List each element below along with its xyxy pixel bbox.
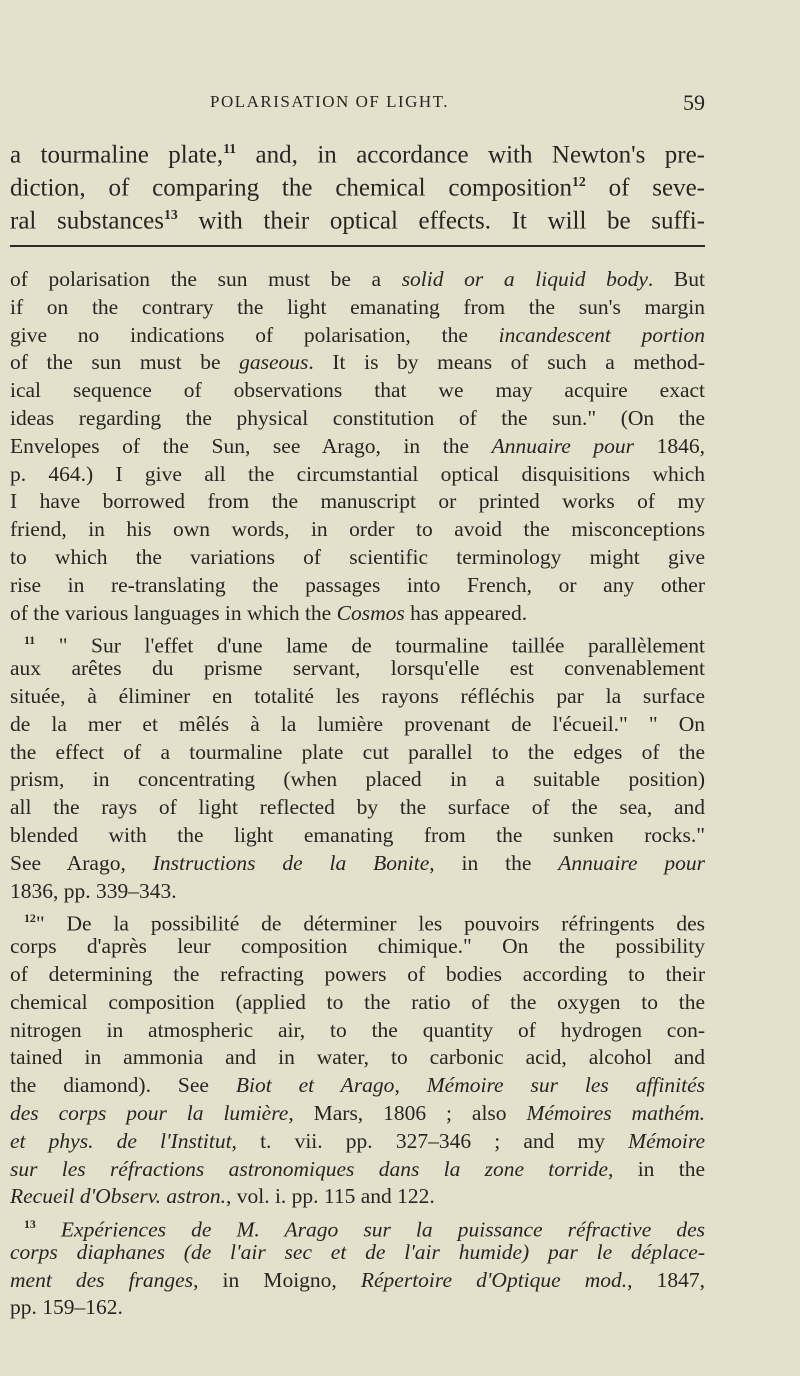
text-line <box>10 461 705 489</box>
text-line <box>10 1072 705 1100</box>
text-run: aux arêtes du prisme servant, lorsqu'elle est convenablement <box>10 656 705 681</box>
text-line <box>10 989 705 1017</box>
text-line <box>10 294 705 322</box>
italic-text: Recueil d'Observ. astron. <box>10 1184 226 1209</box>
text-line <box>10 1017 705 1045</box>
text-run: 1836, pp. 339–343. <box>10 878 177 903</box>
text-run: chemical composition (applied to the ratio of the oxygen to the <box>10 989 705 1014</box>
text-line <box>10 349 705 377</box>
text-run: , Mars, 1806 ; also <box>288 1100 527 1125</box>
footnotes <box>10 266 705 1322</box>
text-run: 1846, <box>634 433 705 458</box>
italic-text: Biot et Arago <box>235 1073 395 1098</box>
text-line <box>10 132 705 169</box>
text-line <box>10 377 705 405</box>
text-line <box>10 1128 705 1156</box>
text-run: with their optical effects. It will be suffi- <box>177 207 705 235</box>
text-line <box>10 739 705 767</box>
text-run: diction, of comparing the chemical composition <box>10 174 572 202</box>
text-run: if on the contrary the light emanating from the sun's margin <box>10 294 705 319</box>
text-run: of the various languages in which the <box>10 600 337 625</box>
footnote-marker: 11 <box>223 141 237 156</box>
text-run: the diamond). See <box>10 1073 236 1098</box>
text-run: " Sur l'effet d'une lame de tourmaline taillée parallèlement <box>35 633 705 658</box>
text-line <box>10 711 705 739</box>
text-run: située, à éliminer en totalité les rayons réfléchis par la surface <box>10 683 705 708</box>
text-run: give no indications of polarisation, the <box>10 322 499 347</box>
italic-text: et phys. de l'Institut <box>10 1128 232 1153</box>
footnote-marker: 13 <box>163 207 178 222</box>
text-run: all the rays of light reflected by the surface of the sea, and <box>10 795 705 820</box>
text-line <box>10 544 705 572</box>
text-run: and, in accordance with Newton's pre- <box>236 141 705 169</box>
text-run: " De la possibilité de déterminer les pouvoirs réfringents des <box>35 911 705 936</box>
text-run: . It is by means of such a method- <box>308 350 705 375</box>
italic-text: ment des franges <box>10 1267 194 1292</box>
text-line <box>10 878 705 906</box>
text-line <box>10 516 705 544</box>
italic-text: incandescent portion <box>498 322 705 347</box>
text-run: Envelopes of the Sun, see Arago, in the <box>10 433 492 458</box>
text-run: prism, in concentrating (when placed in a suitable position) <box>10 767 705 792</box>
text-line <box>10 1156 705 1184</box>
text-run: of polarisation the sun must be a <box>10 267 402 291</box>
italic-text: Mémoires mathém. <box>526 1100 705 1125</box>
text-run: pp. 159–162. <box>10 1295 123 1320</box>
text-run: has appeared. <box>404 600 528 625</box>
text-run: rise in re-translating the passages into French, or any other <box>10 572 705 597</box>
text-line <box>10 683 705 711</box>
text-run: , vol. i. pp. 115 and 122. <box>225 1184 435 1209</box>
italic-text: solid or a liquid body <box>401 267 648 291</box>
text-run: ideas regarding the physical constitution of the sun." (On the <box>10 405 705 430</box>
text-line <box>10 1267 705 1295</box>
text-run: of seve- <box>585 174 706 202</box>
text-line <box>10 1183 705 1211</box>
text-run: blended with the light emanating from the sunken rocks." <box>10 822 705 847</box>
footnote-marker: 13 <box>24 1217 36 1232</box>
text-line <box>10 627 705 658</box>
italic-text: Répertoire d'Optique mod. <box>360 1267 628 1292</box>
text-line <box>10 1044 705 1072</box>
text-line <box>10 1239 705 1267</box>
italic-text: Instructions de la Bonite <box>152 850 430 875</box>
text-line <box>10 405 705 433</box>
text-run: of the sun must be <box>10 350 240 375</box>
text-run: to which the variations of scientific terminology might give <box>10 544 705 569</box>
text-run: , in the <box>429 850 559 875</box>
text-run: , in Moigno, <box>193 1267 361 1292</box>
text-run: corps d'après leur composition chimique." On the possibility <box>10 934 705 959</box>
italic-text: gaseous <box>239 350 309 375</box>
text-run: nitrogen in atmospheric air, to the quantity of hydrogen con- <box>10 1017 705 1042</box>
running-title: POLARISATION OF LIGHT. <box>210 92 450 111</box>
text-line <box>10 198 705 235</box>
text-line <box>10 961 705 989</box>
text-run: the effect of a tourmaline plate cut parallel to the edges of the <box>10 739 705 764</box>
text-line <box>10 1294 705 1322</box>
text-line <box>10 572 705 600</box>
text-run: ical sequence of observations that we may acquire exact <box>10 378 705 403</box>
text-run <box>36 1217 61 1241</box>
text-run: , in the <box>608 1156 705 1181</box>
footnote-marker: 12 <box>572 174 586 189</box>
text-line <box>10 850 705 878</box>
italic-text: Expériences de M. Arago sur la puissance réfractive des <box>60 1217 705 1242</box>
footnote-marker: 12 <box>24 911 36 926</box>
text-line <box>10 794 705 822</box>
text-run: ral substances <box>10 207 164 235</box>
page-header <box>10 90 705 120</box>
italic-text: Cosmos <box>336 600 405 625</box>
page-number: 59 <box>683 90 705 115</box>
text-run: . But <box>647 267 705 291</box>
text-line <box>10 488 705 516</box>
text-run: , 1847, <box>627 1267 705 1292</box>
text-line <box>10 766 705 794</box>
text-line <box>10 1100 705 1128</box>
text-run: , <box>394 1073 427 1098</box>
text-line <box>10 933 705 961</box>
text-line <box>10 165 706 202</box>
text-line <box>10 655 705 683</box>
footnote-marker: 11 <box>24 633 36 648</box>
text-line <box>10 822 705 850</box>
text-line <box>10 600 705 628</box>
text-line <box>10 1211 705 1242</box>
italic-text: Mémoire <box>628 1128 705 1153</box>
text-run: de la mer et mêlés à la lumière provenant de l'écueil." " On <box>10 711 705 736</box>
text-run: of determining the refracting powers of bodies according to their <box>10 961 705 986</box>
text-run: I have borrowed from the manuscript or printed works of my <box>10 489 705 514</box>
text-run: tained in ammonia and in water, to carbonic acid, alcohol and <box>10 1045 705 1070</box>
text-run: See Arago, <box>10 850 153 875</box>
italic-text: corps diaphanes (de l'air sec et de l'air humide) par le déplace- <box>10 1239 705 1264</box>
italic-text: Annuaire pour <box>491 433 635 458</box>
text-run: , t. vii. pp. 327–346 ; and my <box>231 1128 629 1153</box>
text-line <box>10 433 705 461</box>
text-run: friend, in his own words, in order to avoid the misconceptions <box>10 517 705 542</box>
italic-text: sur les réfractions astronomiques dans la zone torride <box>10 1156 609 1181</box>
text-line <box>10 266 705 294</box>
main-text <box>10 132 706 235</box>
italic-text: des corps pour la lumière <box>10 1100 289 1125</box>
text-run: p. 464.) I give all the circumstantial optical disquisitions which <box>10 461 705 486</box>
footnote-divider <box>10 245 705 247</box>
italic-text: Mémoire sur les affinités <box>426 1073 705 1098</box>
text-line <box>10 322 705 350</box>
italic-text: Annuaire pour <box>558 850 705 875</box>
text-run: a tourmaline plate, <box>10 141 224 169</box>
text-line <box>10 905 705 936</box>
